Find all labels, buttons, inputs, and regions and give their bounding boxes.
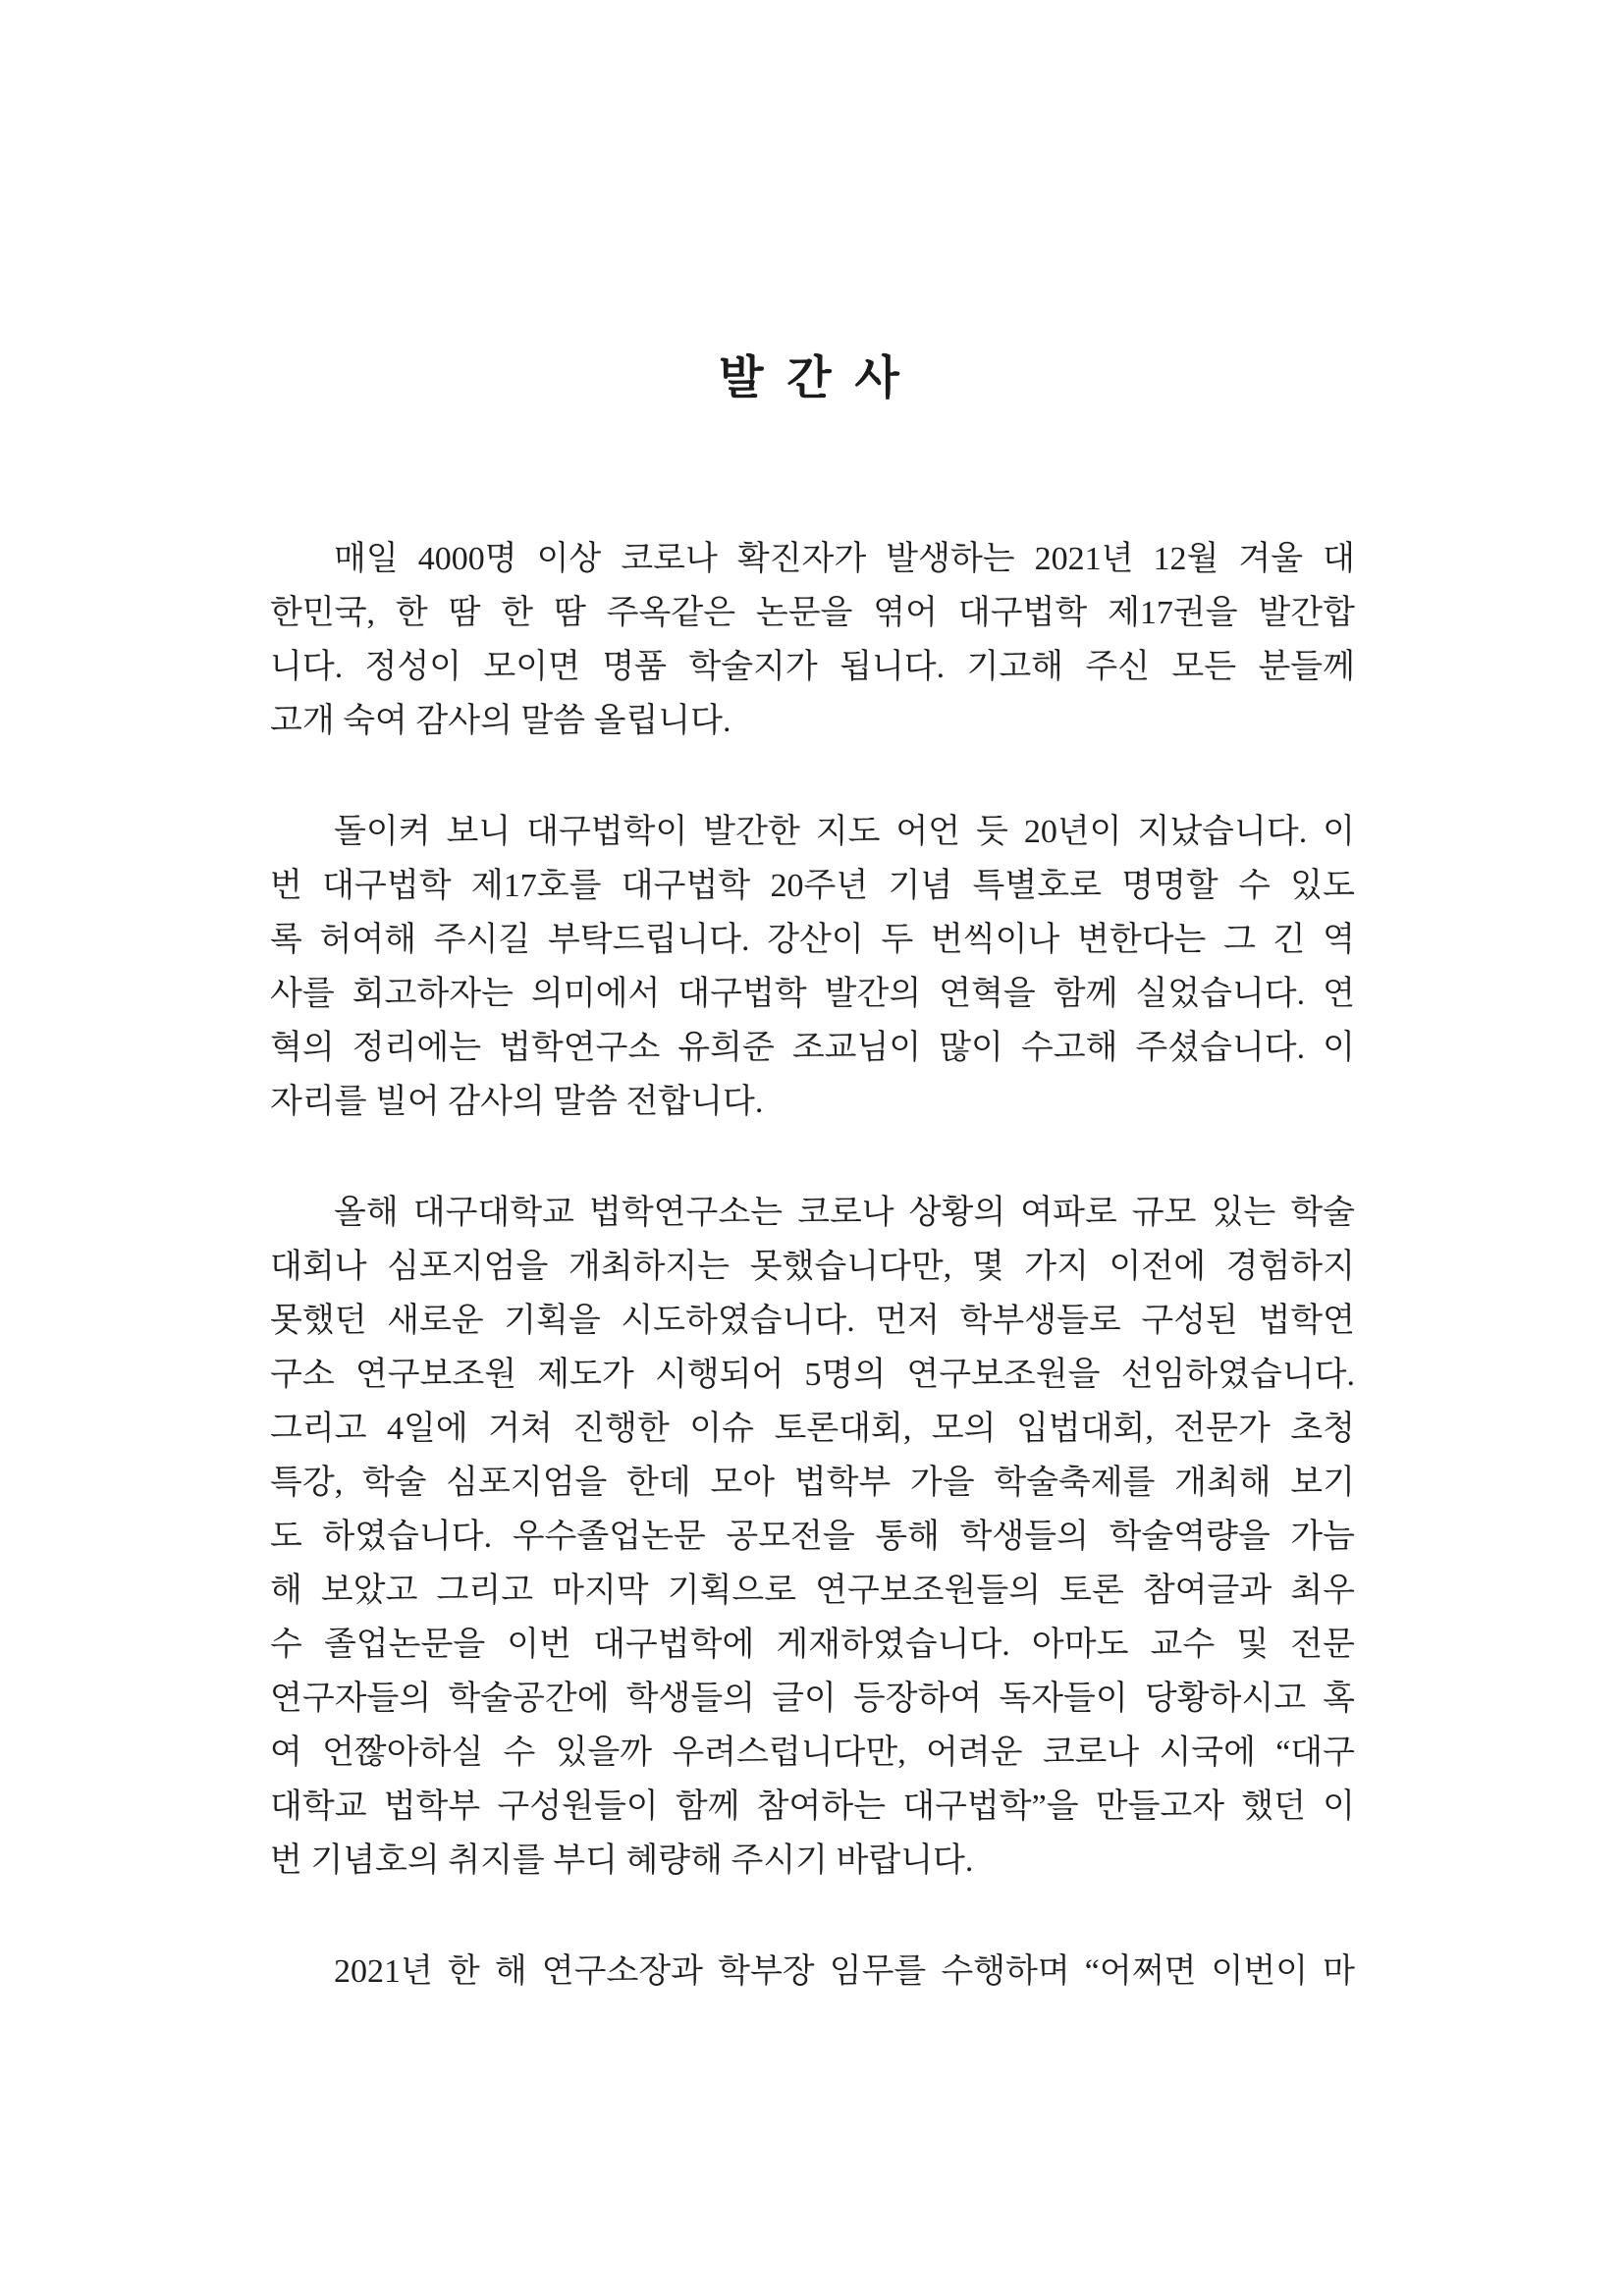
text-line: 번 대구법학 제17호를 대구법학 20주년 기념 특별호로 명명할 수 있도 <box>270 868 1355 904</box>
text-line: 올해 대구대학교 법학연구소는 코로나 상황의 여파로 규모 있는 학술 <box>334 1195 1355 1231</box>
text-line: 니다. 정성이 모이면 명품 학술지가 됩니다. 기고해 주신 모든 분들께 <box>270 649 1355 685</box>
text-line: 록 허여해 주시길 부탁드립니다. 강산이 두 번씩이나 변한다는 그 긴 역 <box>270 922 1355 958</box>
text-line: 대회나 심포지엄을 개최하지는 못했습니다만, 몇 가지 이전에 경험하지 <box>270 1249 1355 1285</box>
text-line: 매일 4000명 이상 코로나 확진자가 발생하는 2021년 12월 겨울 대 <box>334 541 1355 577</box>
text-line: 한민국, 한 땀 한 땀 주옥같은 논문을 엮어 대구법학 제17권을 발간합 <box>270 595 1355 631</box>
text-line: 못했던 새로운 기획을 시도하였습니다. 먼저 학부생들로 구성된 법학연 <box>270 1303 1355 1339</box>
text-line: 사를 회고하자는 의미에서 대구법학 발간의 연혁을 함께 실었습니다. 연 <box>270 976 1355 1012</box>
text-line: 번 기념호의 취지를 부디 혜량해 주시기 바랍니다. <box>270 1842 974 1879</box>
text-line: 고개 숙여 감사의 말씀 올립니다. <box>270 703 731 739</box>
text-line: 도 하였습니다. 우수졸업논문 공모전을 통해 학생들의 학술역량을 가늠 <box>270 1519 1355 1555</box>
text-line: 돌이켜 보니 대구법학이 발간한 지도 어언 듯 20년이 지났습니다. 이 <box>334 814 1355 850</box>
text-line: 해 보았고 그리고 마지막 기획으로 연구보조원들의 토론 참여글과 최우 <box>270 1573 1355 1609</box>
text-line: 구소 연구보조원 제도가 시행되어 5명의 연구보조원을 선임하였습니다. <box>270 1357 1355 1393</box>
text-line: 혁의 정리에는 법학연구소 유희준 조교님이 많이 수고해 주셨습니다. 이 <box>270 1030 1355 1066</box>
foreword-paragraph <box>270 1186 1355 1888</box>
text-line: 자리를 빌어 감사의 말씀 전합니다. <box>270 1084 764 1120</box>
text-line: 2021년 한 해 연구소장과 학부장 임무를 수행하며 “어쩌면 이번이 마 <box>334 1953 1355 1990</box>
foreword-paragraph <box>270 1945 1355 1999</box>
text-line: 여 언짢아하실 수 있을까 우려스럽니다만, 어려운 코로나 시국에 “대구 <box>270 1735 1355 1771</box>
text-line: 수 졸업논문을 이번 대구법학에 게재하였습니다. 아마도 교수 및 전문 <box>270 1627 1355 1663</box>
text-line: 그리고 4일에 거쳐 진행한 이슈 토론대회, 모의 입법대회, 전문가 초청 <box>270 1411 1355 1447</box>
page-title: 발 간 사 <box>719 353 905 404</box>
text-line: 연구자들의 학술공간에 학생들의 글이 등장하여 독자들이 당황하시고 혹 <box>270 1681 1355 1717</box>
foreword-body <box>270 532 1355 1999</box>
text-line: 특강, 학술 심포지엄을 한데 모아 법학부 가을 학술축제를 개최해 보기 <box>270 1465 1355 1501</box>
text-line: 대학교 법학부 구성원들이 함께 참여하는 대구법학”을 만들고자 했던 이 <box>270 1789 1355 1825</box>
foreword-paragraph <box>270 805 1355 1129</box>
foreword-paragraph <box>270 532 1355 748</box>
